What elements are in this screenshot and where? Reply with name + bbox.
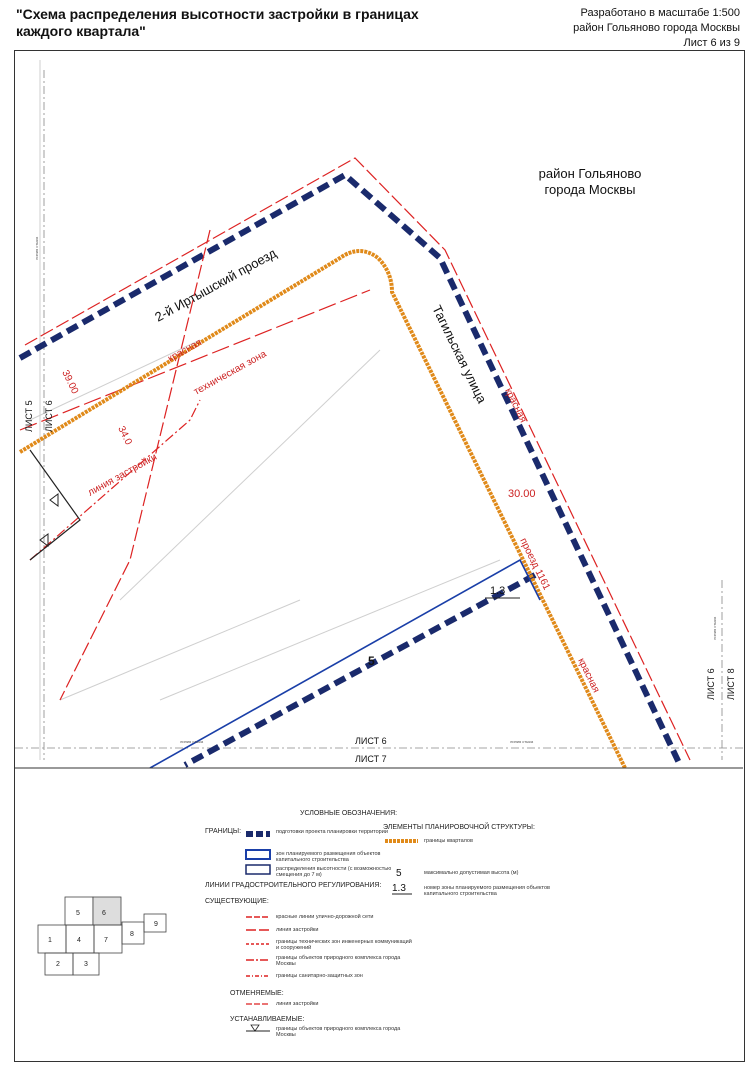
tech-zone-label: техническая зона [192,348,269,398]
join-label: линия стыка [510,739,534,744]
legend-b2: зон планируемого размещения объектов капитального строительства [276,851,381,863]
sheet-label: ЛИСТ 8 [726,668,736,700]
legend-head-elements: ЭЛЕМЕНТЫ ПЛАНИРОВОЧНОЙ СТРУКТУРЫ: [383,824,535,831]
legend-e1: границы кварталов [424,838,473,844]
legend-l3: границы технических зон инженерных коммуникаций и сооружений [276,939,412,951]
join-label: линия стыка [34,236,39,260]
join-label: линия стыка [180,739,204,744]
dim-39: 39.00 [59,368,81,396]
district-label-2: города Москвы [544,182,636,197]
legend-l5: границы санитарно-защитных зон [276,973,363,979]
page-title: "Схема распределения высотности застройки в границах каждого квартала" [16,6,419,39]
legend-l2: линия застройки [276,927,319,933]
key-num: 4 [77,937,81,944]
legend-head-existing: СУЩЕСТВУЮЩИЕ: [205,898,269,905]
legend-head-set: УСТАНАВЛИВАЕМЫЕ: [230,1016,305,1023]
sheet-label: ЛИСТ 6 [44,400,54,432]
legend-head-lines: ЛИНИИ ГРАДОСТРОИТЕЛЬНОГО РЕГУЛИРОВАНИЯ: [205,882,382,889]
legend-height-symbol: 5 [396,868,402,879]
scale-text: Разработано в масштабе 1:500 [580,7,740,19]
legend-zone-symbol: 1.3 [392,883,406,894]
key-num: 1 [48,937,52,944]
dim-30: 30.00 [508,488,536,500]
sheet-label: ЛИСТ 6 [706,668,716,700]
zone-boundary [150,560,540,768]
red-line-label: красная [575,656,602,695]
height-value: 5 [368,654,375,668]
street-label-irtysh: 2-й Иртышский проезд [152,245,279,325]
key-num: 8 [130,931,134,938]
legend-l1: красные линии улично-дорожной сети [276,914,374,920]
sheet-label: ЛИСТ 5 [24,400,34,432]
key-num: 9 [154,921,158,928]
sheet-label: ЛИСТ 6 [355,736,387,746]
join-label: линия стыка [712,616,717,640]
legend-head-cancel: ОТМЕНЯЕМЫЕ: [230,990,284,997]
key-num: 7 [104,937,108,944]
legend-l7: границы объектов природного комплекса города Москвы [276,1026,401,1038]
legend-head-boundaries: ГРАНИЦЫ: [205,828,242,835]
build-line-label: линия застройки [86,451,159,499]
background-lines [30,60,500,760]
legend-max-height: максимально допустимая высота (м) [424,870,519,876]
key-num: 6 [102,910,106,917]
district-label: район Гольяново [538,166,642,181]
legend-b3: распределения высотности (с возможностью смещения до 7 м) [276,866,392,878]
legend-title: УСЛОВНЫЕ ОБОЗНАЧЕНИЯ: [300,810,398,817]
sheet-number: Лист 6 из 9 [683,37,740,49]
height-boundary [30,450,80,560]
district-text: район Гольяново города Москвы [573,22,740,34]
zone-code: 1.3 [490,585,506,597]
street-label-tagil: Тагильская улица [429,302,490,406]
legend-zone-num: номер зоны планируемого размещения объектов капитального строительства [424,885,550,897]
key-num: 5 [76,910,80,917]
red-line-label: красная [166,337,204,365]
key-num: 2 [56,961,60,968]
legend-b1: подготовки проекта планировки территории [276,829,388,835]
dim-34: 34.0 [115,424,134,447]
legend-l6: линия застройки [276,1001,319,1007]
red-line-label: красная [502,386,529,425]
legend-l4: границы объектов природного комплекса города Москвы [276,955,401,967]
proezd-label: проезд 1161 [517,536,552,592]
sheet-label: ЛИСТ 7 [355,754,387,764]
key-num: 3 [84,961,88,968]
